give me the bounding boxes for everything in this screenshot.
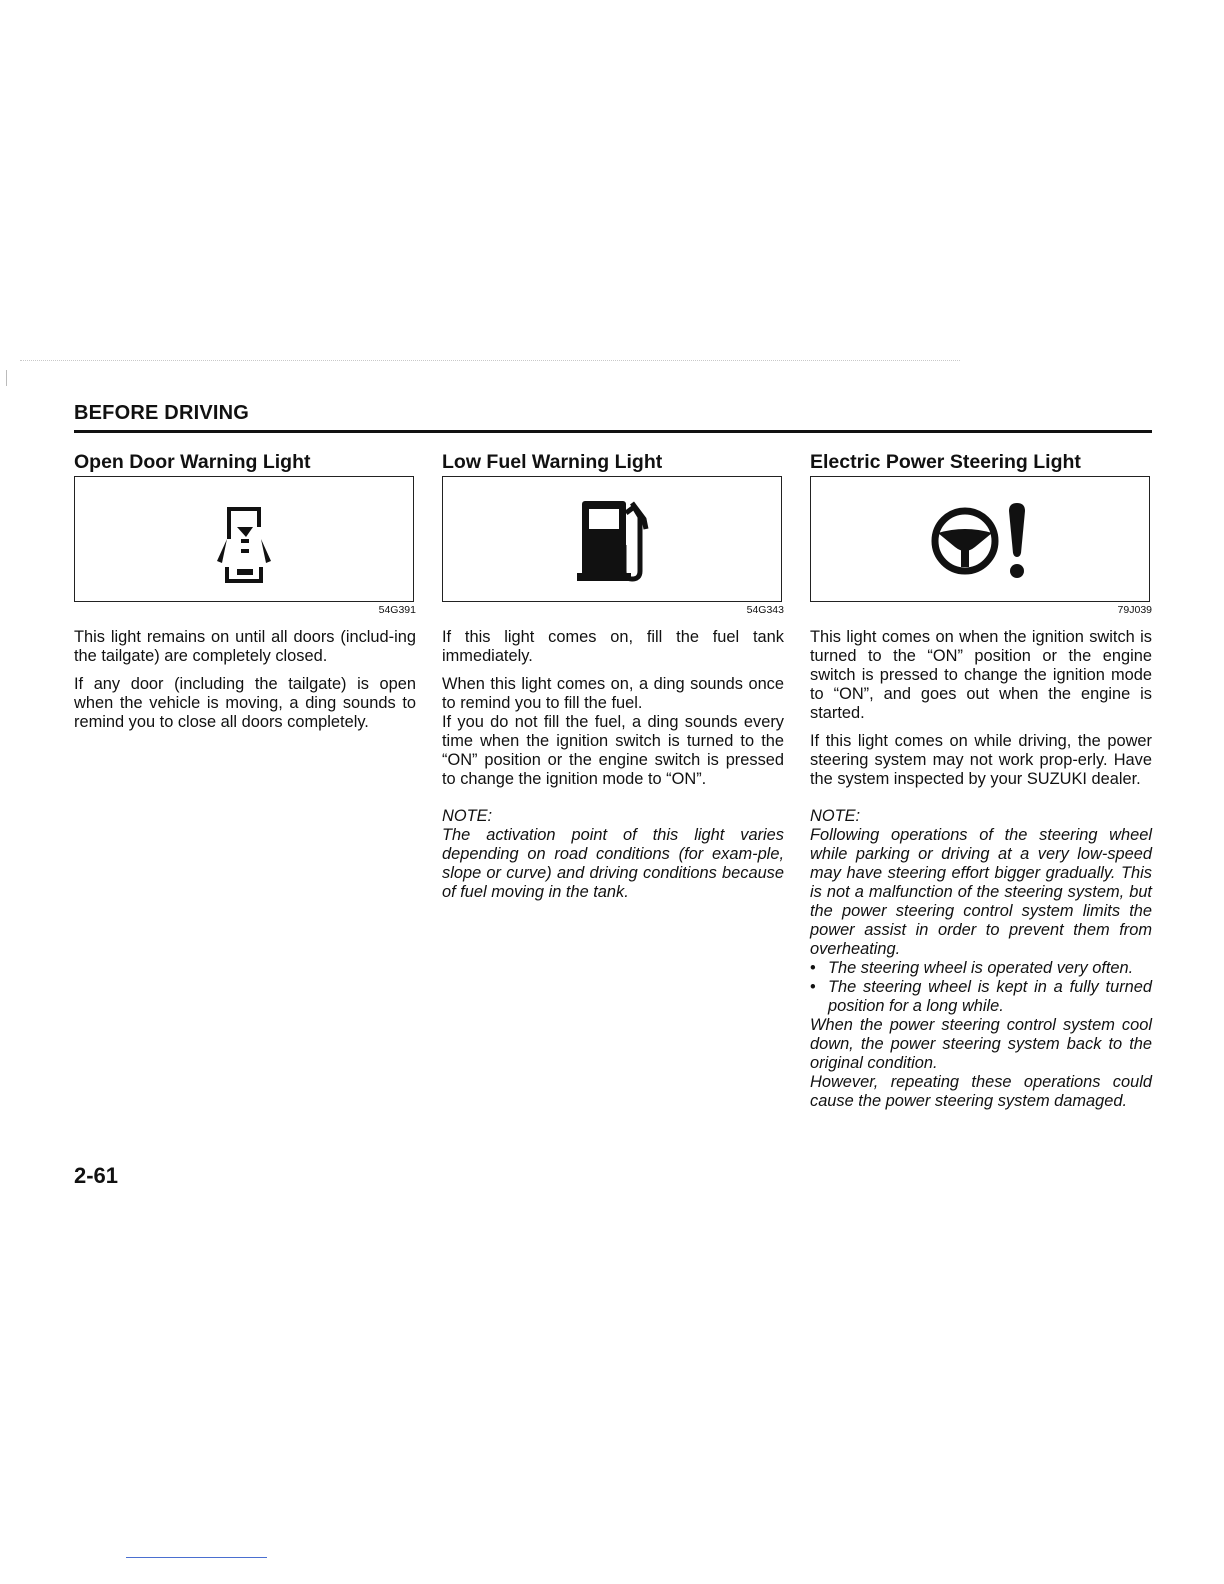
body-paragraph: This light remains on until all doors (includ-ing the tailgate) are completely closed. [74, 628, 416, 665]
figure-code: 54G391 [378, 604, 416, 616]
column-open-door [74, 450, 416, 741]
body-paragraph: If this light comes on while driving, the power steering system may not work prop-erly. Have the system inspected by your SUZUKI dealer. [810, 732, 1152, 788]
column-low-fuel [442, 450, 784, 902]
scan-artifact-tick [6, 370, 7, 386]
body-paragraph: If any door (including the tailgate) is open when the vehicle is moving, a ding sounds to remind you to close all doors completely. [74, 675, 416, 731]
note-bullet-list [810, 959, 1152, 1016]
column-power-steering [810, 450, 1152, 1111]
door-open-icon [199, 489, 289, 589]
section-divider [74, 430, 1152, 433]
column-title: Low Fuel Warning Light [442, 451, 663, 473]
list-item [810, 978, 1152, 1016]
steering-warning-icon [915, 489, 1045, 589]
fuel-pump-icon [562, 489, 662, 589]
figure-box [810, 476, 1150, 602]
body-paragraph: This light comes on when the ignition switch is turned to the “ON” position or the engine switch is pressed to change the ignition mode to “ON”, and goes out when the engine is started. [810, 628, 1152, 722]
figure-box [442, 476, 782, 602]
bullet-icon: • [810, 978, 816, 996]
bullet-icon: • [810, 959, 816, 977]
bullet-text: The steering wheel is operated very often. [828, 959, 1134, 977]
scan-artifact-underline [126, 1557, 267, 1558]
note-label: NOTE: [810, 807, 861, 825]
column-title: Open Door Warning Light [74, 451, 311, 473]
body-paragraph: If you do not fill the fuel, a ding sounds every time when the ignition switch is turned to the “ON” position or the engine switch is pressed to change the ignition mode to “ON”. [442, 713, 784, 788]
body-paragraph: If this light comes on, fill the fuel tank immediately. [442, 628, 784, 665]
bullet-text: The steering wheel is kept in a fully turned position for a long while. [828, 978, 1152, 1015]
scan-artifact-line [20, 360, 960, 361]
note-label: NOTE: [442, 807, 493, 825]
note-text: Following operations of the steering wheel while parking or driving at a very low-speed may have steering effort bigger gradually. This is not a malfunction of the steering system, but the power steering control system limits the power assist in order to prevent them from overheating. [810, 826, 1152, 958]
section-title: BEFORE DRIVING [74, 402, 250, 424]
figure-code: 79J039 [1117, 604, 1152, 616]
note-text: The activation point of this light varies depending on road conditions (for exam-ple, slope or curve) and driving conditions because of fuel moving in the tank. [442, 826, 784, 901]
figure-box [74, 476, 414, 602]
note-text: When the power steering control system cool down, the power steering system back to the original condition. [810, 1016, 1152, 1072]
column-title: Electric Power Steering Light [810, 451, 1081, 473]
note-text: However, repeating these operations could cause the power steering system damaged. [810, 1073, 1152, 1110]
page-number: 2-61 [74, 1163, 119, 1188]
list-item [810, 959, 1152, 978]
body-paragraph: When this light comes on, a ding sounds once to remind you to fill the fuel. [442, 675, 784, 712]
figure-code: 54G343 [746, 604, 784, 616]
